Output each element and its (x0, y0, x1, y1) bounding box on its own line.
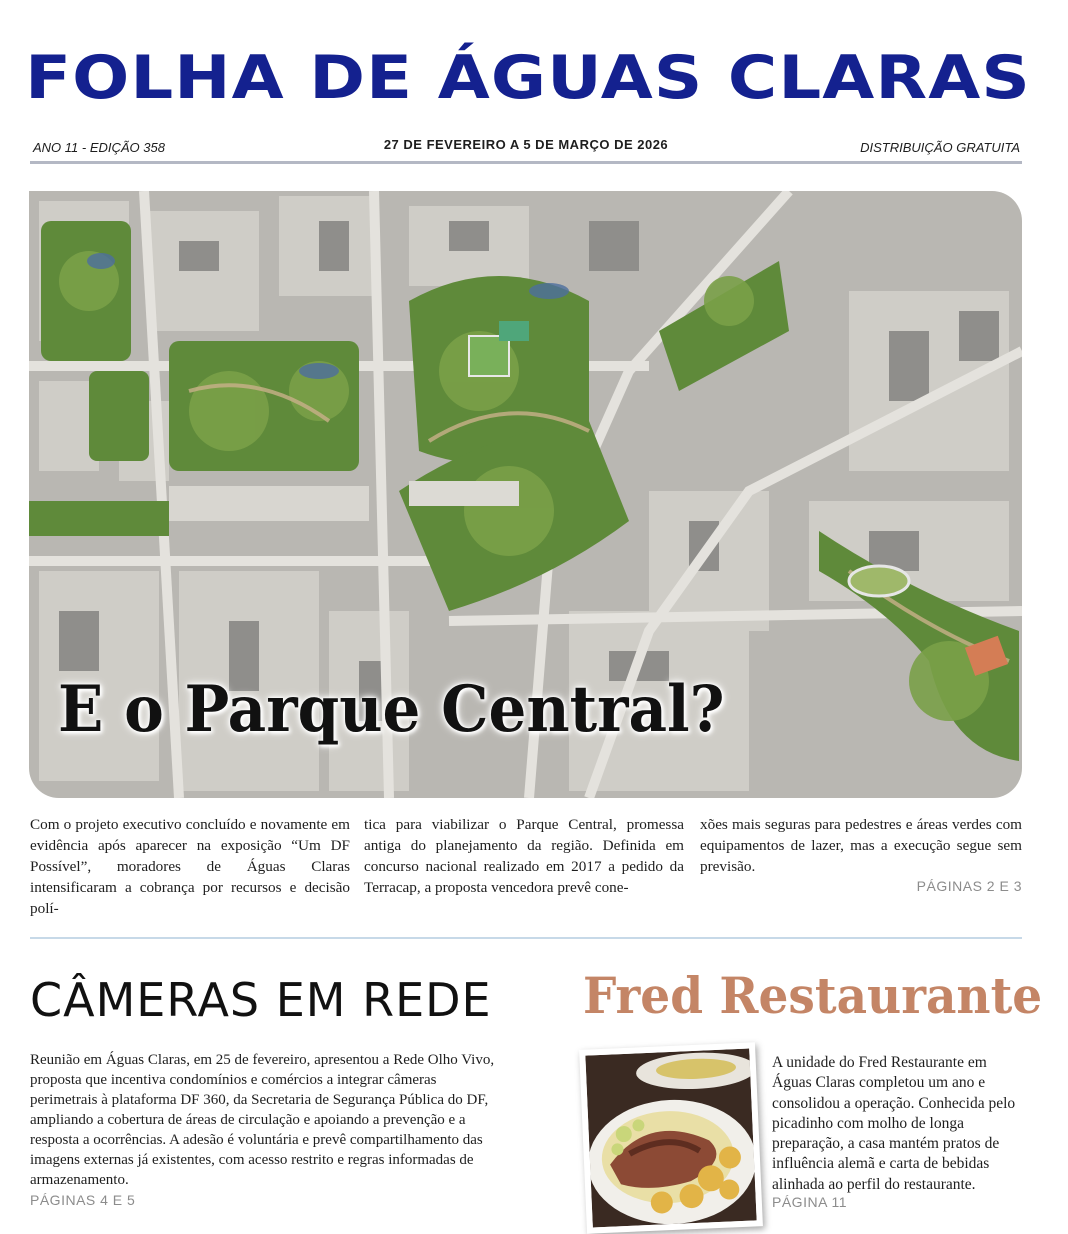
lead-story-col-2: tica para viabilizar o Parque Central, promessa antiga do planejamento da região. Definida em concurso nacional realizado em 2017 a pedido da Terracap, a proposta vencedora prevê cone- (364, 816, 684, 896)
hero-headline: E o Parque Central? (58, 672, 725, 747)
issue-number: ANO 11 - EDIÇÃO 358 (33, 140, 165, 155)
section-divider (30, 937, 1022, 939)
fred-body: A unidade do Fred Restaurante em Águas Claras completou um ano e consolidou a operação. Conhecida pelo picadinho com molho de longa preparação, a casa mantém pratos de influência alemã e carta de bebidas alinhada ao perfil do restaurante. (772, 1054, 1016, 1193)
fred-dish-photo (579, 1042, 763, 1234)
cameras-body: Reunião em Águas Claras, em 25 de fevereiro, apresentou a Rede Olho Vivo, proposta que incentiva condomínios e comércios a integrar câmeras perimetrais à plataforma DF 360, da Secretaria de Segurança Pública do DF, ampliando a cobertura de áreas de circulação e apoiando a prevenção e a resposta a ocorrências. A adesão é voluntária e prevê compartilhamento das imagens externas já existentes, com acesso restrito e regras informadas de armazenamento. (30, 1052, 495, 1188)
fred-page-ref[interactable]: PÁGINA 11 (772, 1194, 848, 1210)
dish-photo (585, 1049, 756, 1228)
cameras-headline: CÂMERAS EM REDE (30, 973, 492, 1027)
masthead-title: FOLHA DE ÁGUAS CLARAS (25, 43, 1031, 113)
lead-story-col-1: Com o projeto executivo concluído e novamente em evidência após aparecer na exposição “Um DF Possível”, moradores de Águas Claras intensificaram a cobrança por recursos e decisão polí- (30, 816, 350, 917)
fred-headline: Fred Restaurante (583, 966, 1043, 1025)
distribution-note: DISTRIBUIÇÃO GRATUITA (860, 140, 1020, 155)
lead-story-page-ref[interactable]: PÁGINAS 2 E 3 (916, 878, 1022, 894)
masthead-divider (30, 161, 1022, 164)
cameras-page-ref[interactable]: PÁGINAS 4 E 5 (30, 1192, 136, 1208)
lead-story-col-3: xões mais seguras para pedestres e áreas verdes com equipamentos de lazer, mas a execução segue sem previsão. (700, 816, 1022, 875)
issue-info-bar (30, 136, 1022, 158)
issue-date: 27 DE FEVEREIRO A 5 DE MARÇO DE 2026 (383, 137, 669, 152)
